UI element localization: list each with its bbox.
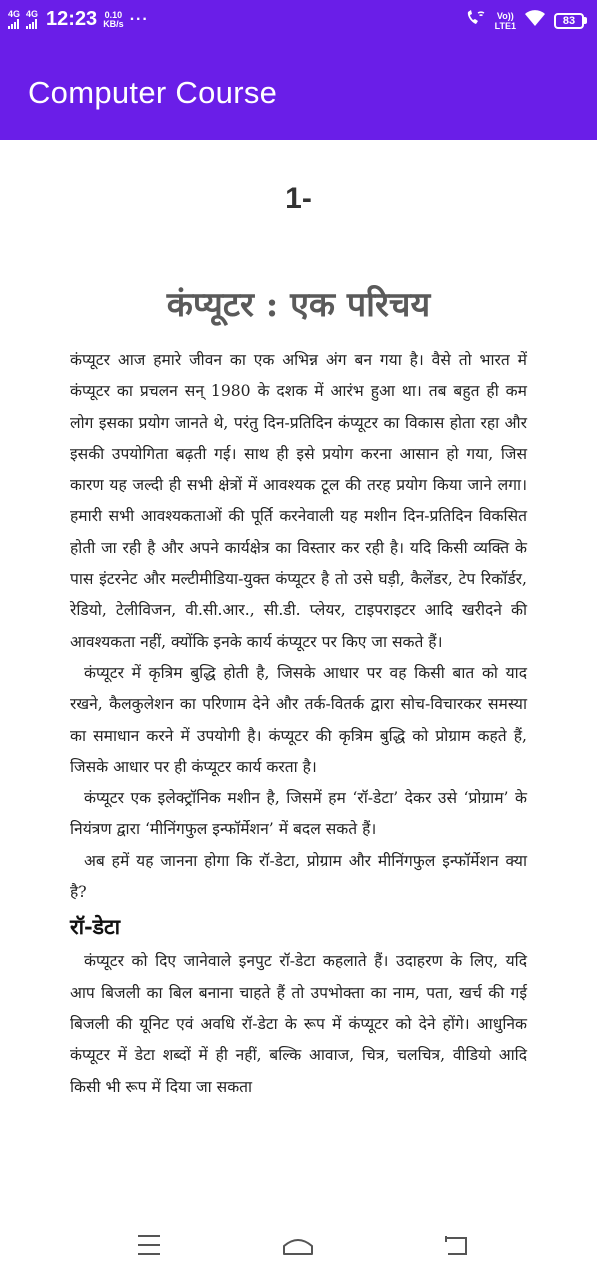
clock: 12:23 [46,8,98,30]
paragraph: कंप्यूटर में कृत्रिम बुद्धि होती है, जिसके आधार पर वह किसी बात को याद रखने, कैलकुलेशन का परिणाम देने और तर्क-वितर्क द्वारा सोच-विचारकर समस्या का समाधान करने में उपयोगी है। कंप्यूटर की कृत्रिम बुद्धि को प्रोग्राम कहते हैं, जिसके आधार पर ही कंप्यूटर कार्य करता है। [70,663,527,776]
battery-icon [554,13,587,29]
app-bar [0,44,597,140]
content-fade [0,1110,597,1190]
speed-unit: KB/s [103,18,124,29]
volte-icon [495,11,516,31]
status-bar [0,0,597,44]
app-title: Computer Course [28,75,278,110]
signal-icon [8,10,20,29]
navigation-bar [0,1210,597,1280]
paragraph: अब हमें यह जानना होगा कि रॉ-डेटा, प्रोग्राम और मीनिंगफुल इन्फॉर्मेशन क्या है? [70,851,527,902]
home-icon[interactable] [278,1228,318,1262]
more-notifications-icon: ··· [129,10,149,28]
signal-icon [26,10,38,29]
wifi-icon [524,9,546,32]
lte-label: LTE1 [494,20,516,31]
back-icon[interactable] [436,1228,476,1262]
network-speed [103,11,124,29]
volte-label: Vo)) [496,10,514,21]
reading-pane[interactable] [0,140,597,1210]
chapter-number: 1- [285,182,312,215]
menu-icon[interactable] [129,1228,169,1262]
status-left [8,8,149,31]
network-type: 4G [26,9,39,19]
chapter-body [70,345,527,1103]
paragraph: कंप्यूटर एक इलेक्ट्रॉनिक मशीन है, जिसमें हम ‘रॉ-डेटा’ देकर उसे ‘प्रोग्राम’ के नियंत्रण द्वारा ‘मीनिंगफुल इन्फॉर्मेशन’ में बदल सकते हैं। [70,789,527,839]
network-type: 4G [8,9,21,19]
wifi-calling-icon [465,9,487,32]
battery-level: 83 [554,13,584,29]
status-right [465,9,587,32]
chapter-heading: कंप्यूटर : एक परिचय [166,285,431,325]
section-subheading: रॉ-डेटा [70,914,121,940]
paragraph: कंप्यूटर आज हमारे जीवन का एक अभिन्न अंग बन गया है। वैसे तो भारत में कंप्यूटर का प्रचलन सन् 1980 के दशक में आरंभ हुआ था। तब बहुत ही कम लोग इसका प्रयोग जानते थे, परंतु दिन-प्रतिदिन कंप्यूटर का विकास होता रहा और इसकी उपयोगिता बढ़ती गई। साथ ही इसे प्रयोग करना आसान हो गया, जिस कारण यह जल्दी ही सभी क्षेत्रों में आवश्यक टूल की तरह प्रयोग किया जाने लगा। हमारी सभी आवश्यकताओं की पूर्ति करनेवाली यह मशीन दिन-प्रतिदिन विकसित होती जा रही है और अपने कार्यक्षेत्र का विस्तार कर रही है। यदि किसी व्यक्ति के पास इंटरनेट और मल्टीमीडिया-युक्त कंप्यूटर है तो उसे घड़ी, कैलेंडर, टेप रिकॉर्डर, रेडियो, टेलीविजन, वी.सी.आर., सी.डी. प्लेयर, टाइपराइटर आदि खरीदने की आवश्यकता नहीं, क्योंकि इनके कार्य कंप्यूटर पर किए जा सकते हैं। [70,351,527,651]
paragraph: कंप्यूटर को दिए जानेवाले इनपुट रॉ-डेटा कहलाते हैं। उदाहरण के लिए, यदि आप बिजली का बिल बनाना चाहते हैं तो उपभोक्ता का नाम, पता, खर्च की गई बिजली की यूनिट एवं अवधि रॉ-डेटा के रूप में कंप्यूटर को देने होंगे। आधुनिक कंप्यूटर में डेटा शब्दों में ही नहीं, बल्कि आवाज, चित्र, चलचित्र, वीडियो आदि किसी भी रूप में दिया जा सकता [70,952,527,1096]
speed-value: 0.10 [104,9,123,20]
